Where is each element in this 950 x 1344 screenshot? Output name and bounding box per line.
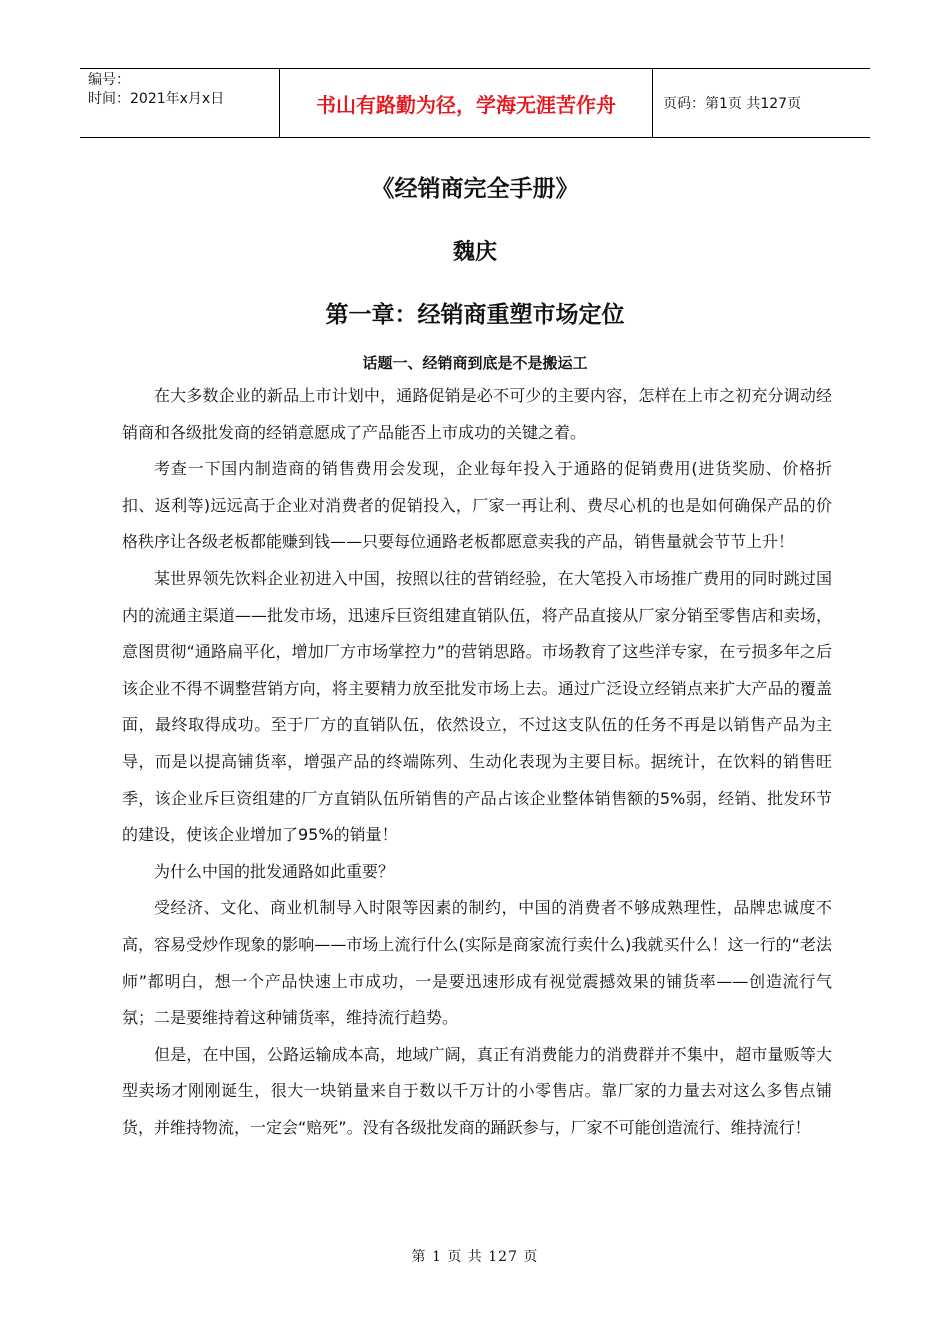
body-text (122, 378, 832, 1146)
paragraph: 但是，在中国，公路运输成本高，地域广阔，真正有消费能力的消费群并不集中，超市量贩等大型卖场才刚刚诞生，很大一块销量来自于数以千万计的小零售店。靠厂家的力量去对这么多售点铺货，并维持物流，一定会“赔死”。没有各级批发商的踊跃参与，厂家不可能创造流行、维持流行！ (122, 1044, 832, 1137)
paragraph: 某世界领先饮料企业初进入中国，按照以往的营销经验，在大笔投入市场推广费用的同时跳过国内的流通主渠道——批发市场，迅速斥巨资组建直销队伍，将产品直接从厂家分销至零售店和卖场，意图贯彻“通路扁平化，增加厂方市场掌控力”的营销思路。市场教育了这些洋专家，在亏损多年之后该企业不得不调整营销方向，将主要精力放至批发市场上去。通过广泛设立经销点来扩大产品的覆盖面，最终取得成功。至于厂方的直销队伍，依然设立，不过这支队伍的任务不再是以销售产品为主导，而是以提高铺货率，增强产品的终端陈列、生动化表现为主要目标。据统计，在饮料的销售旺季，该企业斥巨资组建的厂方直销队伍所销售的产品占该企业整体销售额的5%弱，经销、批发环节的建设，使该企业增加了95%的销量！ (122, 568, 832, 845)
topic-title: 话题一、经销商到底是不是搬运工 (362, 354, 588, 372)
paragraph: 在大多数企业的新品上市计划中，通路促销是必不可少的主要内容，怎样在上市之初充分调动经销商和各级批发商的经销意愿成了产品能否上市成功的关键之着。 (122, 386, 832, 442)
page-footer: 第 1 页 共 127 页 (411, 1249, 539, 1265)
header-page-code: 页码：第1页 共127页 (663, 96, 802, 112)
author-name: 魏庆 (452, 240, 497, 265)
page-header (80, 68, 870, 138)
serial-number-label: 编号： (88, 72, 130, 88)
paragraph: 为什么中国的批发通路如此重要？ (154, 861, 395, 881)
chapter-title: 第一章：经销商重塑市场定位 (325, 302, 625, 328)
header-meta-cell (80, 69, 280, 137)
book-title: 《经销商完全手册》 (371, 176, 579, 202)
paragraph: 受经济、文化、商业机制导入时限等因素的制约，中国的消费者不够成熟理性，品牌忠诚度不高，容易受炒作现象的影响——市场上流行什么(实际是商家流行卖什么)我就买什么！这一行的“老法师”都明白，想一个产品快速上市成功，一是要迅速形成有视觉震撼效果的铺货率——创造流行气氛；二是要维持着这种铺货率，维持流行趋势。 (122, 898, 832, 1028)
header-motto: 书山有路勤为径，学海无涯苦作舟 (280, 69, 653, 137)
paragraph: 考查一下国内制造商的销售费用会发现，企业每年投入于通路的促销费用(进货奖励、价格折扣、返利等)远远高于企业对消费者的促销投入，厂家一再让利、费尽心机的也是如何确保产品的价格秩序让各级老板都能赚到钱——只要每位通路老板都愿意卖我的产品，销售量就会节节上升！ (122, 459, 832, 552)
date-label: 时间：2021年x月x日 (88, 91, 225, 107)
